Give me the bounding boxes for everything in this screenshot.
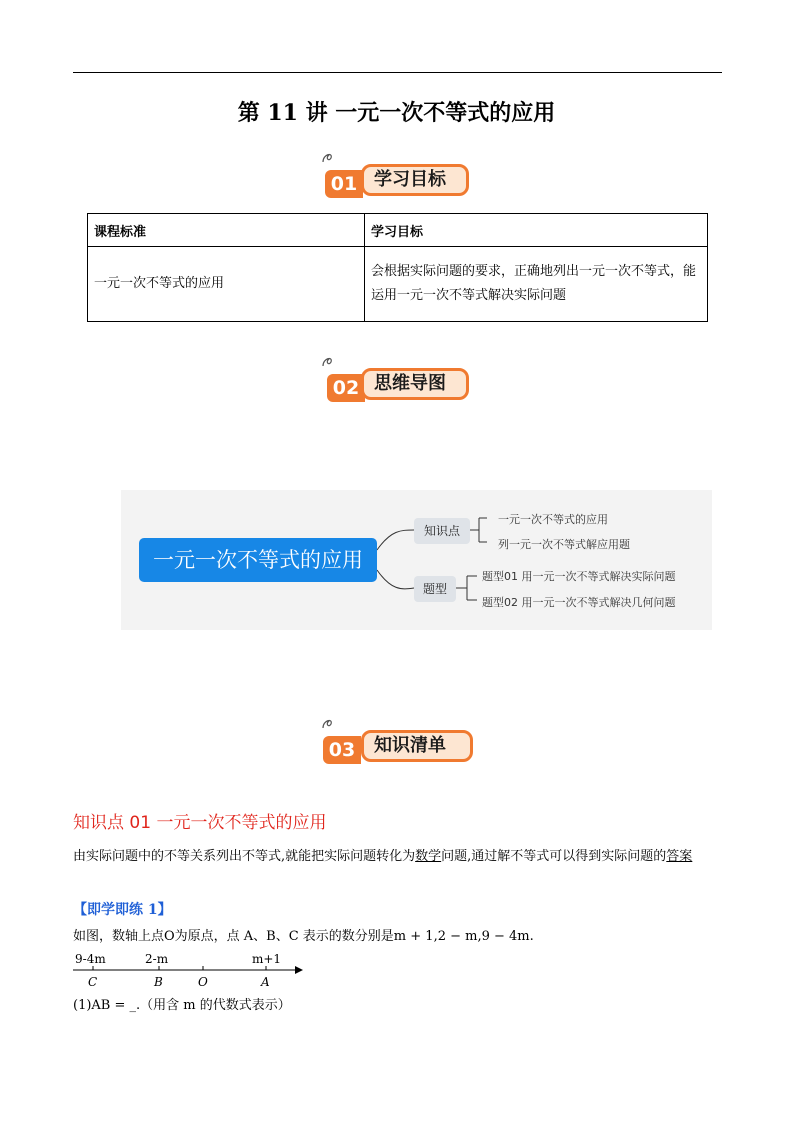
- number-line-figure: [73, 950, 303, 992]
- knowledge-paragraph: [73, 845, 725, 869]
- page-title: 第 11 讲 一元一次不等式的应用: [237, 100, 556, 126]
- question-intro: 如图，数轴上点O为原点，点 A、B、C 表示的数分别是m + 1,2 − m,9 − 4m.: [73, 929, 534, 944]
- section-label: 学习目标: [361, 164, 469, 196]
- mind-map-branch-types: 题型: [414, 576, 456, 602]
- knowledge-point-title: 知识点 01 一元一次不等式的应用: [73, 813, 327, 833]
- table-cell-goal: 会根据实际问题的要求，正确地列出一元一次不等式，能运用一元一次不等式解决实际问题: [365, 247, 708, 322]
- section-number: 03: [323, 736, 361, 764]
- practice-heading: 【即学即练 1】: [73, 902, 172, 918]
- mind-map: [121, 490, 712, 630]
- curl-icon: [321, 354, 335, 368]
- goals-table: [87, 213, 708, 322]
- section-label: 思维导图: [361, 368, 469, 400]
- section-number: 02: [327, 374, 365, 402]
- para-underline: 数学: [415, 849, 442, 864]
- table-header-standard: 课程标准: [88, 214, 365, 247]
- label-m+1: m+1: [252, 952, 282, 966]
- section-label: 知识清单: [361, 730, 473, 762]
- label-9-4m: 9-4m: [75, 952, 106, 966]
- point-C: C: [88, 975, 98, 989]
- mind-map-leaf: 列一元一次不等式解应用题: [498, 538, 630, 551]
- section-number: 01: [325, 170, 363, 198]
- header-rule: [73, 72, 722, 73]
- para-text: 由实际问题中的不等关系列出不等式,就能把实际问题转化为: [73, 849, 416, 864]
- point-O: O: [198, 975, 208, 989]
- mind-map-leaf: 题型02 用一元一次不等式解决几何问题: [482, 596, 676, 609]
- table-header-goal: 学习目标: [365, 214, 708, 247]
- para-text: 问题,通过解不等式可以得到实际问题的: [441, 849, 667, 864]
- label-2-m: 2-m: [145, 952, 169, 966]
- para-underline: 答案: [666, 849, 693, 864]
- mind-map-root: 一元一次不等式的应用: [139, 538, 377, 582]
- point-B: B: [154, 975, 163, 989]
- table-cell-standard: 一元一次不等式的应用: [88, 247, 365, 322]
- mind-map-leaf: 一元一次不等式的应用: [498, 513, 608, 526]
- sub-question-1: (1)AB = _.（用含 m 的代数式表示）: [73, 998, 291, 1013]
- mind-map-branch-knowledge: 知识点: [414, 518, 470, 544]
- curl-icon: [321, 716, 335, 730]
- point-A: A: [261, 975, 270, 989]
- curl-icon: [321, 150, 335, 164]
- mind-map-leaf: 题型01 用一元一次不等式解决实际问题: [482, 570, 676, 583]
